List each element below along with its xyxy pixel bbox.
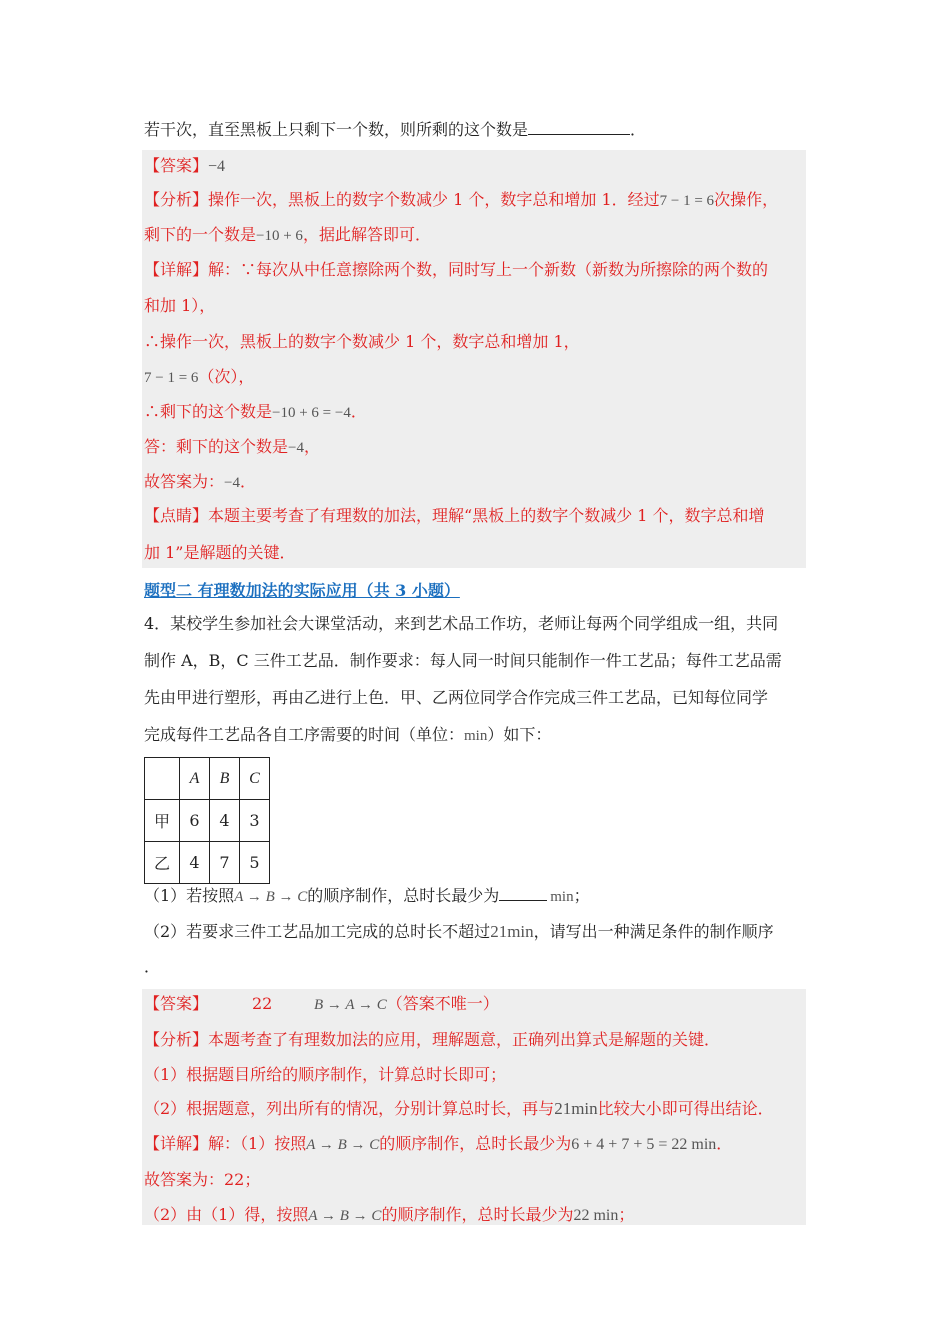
- q3-point-line-2: 加 1”是解题的关键．: [144, 543, 296, 562]
- table-header-cell: C: [240, 758, 270, 800]
- time-table: [144, 757, 270, 884]
- answer-blank: [528, 120, 630, 135]
- intro-end: ．: [630, 120, 647, 139]
- table-cell: 5: [240, 842, 270, 884]
- math-expression: A → B → C: [234, 889, 308, 905]
- table-cell: 7: [210, 842, 240, 884]
- analysis-text: 操作一次，黑板上的数字个数减少 1 个，数字总和增加 1．经过: [208, 190, 660, 209]
- detail-text: （2）由（1）得，按照: [144, 1205, 309, 1224]
- math-expression: −4: [288, 440, 304, 456]
- detail-text: （次），: [198, 367, 255, 386]
- detail-text: 答：剩下的这个数是: [144, 437, 289, 456]
- answer-label: 【答案】: [144, 994, 209, 1013]
- q3-detail-line-4: [144, 367, 254, 388]
- q4-stem-line-3: 先由甲进行塑形，再由乙进行上色．甲、乙两位同学合作完成三件工艺品，已知每位同学: [144, 688, 769, 707]
- intro-line: [144, 120, 646, 140]
- table-header-cell: A: [180, 758, 210, 800]
- q3-detail-line-6: [144, 437, 320, 458]
- analysis-text: 次操作，: [714, 190, 779, 209]
- q4-analysis-line-3: [144, 1099, 774, 1119]
- math-expression: −4: [224, 475, 240, 491]
- detail-label: 【详解】: [144, 260, 209, 279]
- sub-text: （2）若要求三件工艺品加工完成的总时长不超过: [144, 922, 491, 941]
- intro-text: 若干次，直至黑板上只剩下一个数，则所剩的这个数是: [144, 120, 529, 139]
- analysis-label: 【分析】: [144, 1030, 209, 1049]
- q4-answer: [144, 994, 499, 1014]
- q3-detail-line-5: [144, 402, 367, 423]
- math-expression: 7 − 1 = 6: [144, 370, 199, 386]
- q4-detail-line-3: [144, 1205, 634, 1226]
- q4-sub-2-end: ．: [144, 957, 161, 976]
- answer-value-2: [314, 994, 499, 1015]
- detail-text: ．: [716, 1134, 733, 1153]
- analysis-text: 比较大小即可得出结论．: [597, 1099, 774, 1118]
- table-cell: 甲: [145, 800, 180, 842]
- math-expression: 21min: [554, 1099, 598, 1118]
- q4-detail-line-2: 故答案为：22；: [144, 1170, 261, 1189]
- sub-text: 的顺序制作，总时长最少为: [307, 886, 500, 905]
- sub-text: ；: [573, 886, 590, 905]
- table-cell: 3: [240, 800, 270, 842]
- detail-text: 的顺序制作，总时长最少为: [381, 1205, 574, 1224]
- point-text: 本题主要考查了有理数的加法，理解“黑板上的数字个数减少 1 个，数字总和增: [208, 506, 765, 525]
- sub-text: （1）若按照: [144, 886, 235, 905]
- stem-text: ）如下：: [487, 725, 552, 744]
- point-label: 【点睛】: [144, 506, 209, 525]
- math-expression: B → A → C: [314, 997, 387, 1013]
- q4-analysis-line-1: [144, 1030, 720, 1050]
- detail-text: ∴剩下的这个数是: [144, 402, 273, 421]
- sub-text: ，请写出一种满足条件的制作顺序: [533, 922, 774, 941]
- detail-text: ，: [303, 437, 320, 456]
- q3-point-line-1: [144, 506, 765, 526]
- unit-min: min: [464, 728, 488, 744]
- detail-text: ．: [350, 402, 367, 421]
- detail-text: ．: [239, 472, 256, 491]
- table-row: [145, 800, 270, 842]
- q4-stem-line-4: [144, 725, 551, 746]
- q3-answer: [144, 156, 225, 177]
- analysis-text: （2）根据题意，列出所有的情况，分别计算总时长，再与: [144, 1099, 555, 1118]
- unit-min: min: [550, 889, 574, 905]
- math-expression: 6 + 4 + 7 + 5 = 22 min: [571, 1136, 717, 1153]
- detail-text: ；: [618, 1205, 635, 1224]
- q3-analysis-line-1: [144, 190, 778, 211]
- detail-text: 解：（1）按照: [208, 1134, 307, 1153]
- table-header-cell: B: [210, 758, 240, 800]
- table-header-row: [145, 758, 270, 800]
- math-expression: −10 + 6 = −4: [272, 405, 351, 421]
- table-cell: 乙: [145, 842, 180, 884]
- detail-text: 故答案为：: [144, 472, 225, 491]
- q4-sub-1: [144, 886, 590, 907]
- detail-label: 【详解】: [144, 1134, 209, 1153]
- section-heading: 题型二 有理数加法的实际应用（共 3 小题）: [144, 581, 460, 600]
- table-row: [145, 842, 270, 884]
- q3-detail-line-2: 和加 1），: [144, 296, 216, 315]
- q4-analysis-line-2: （1）根据题目所给的顺序制作，计算总时长即可；: [144, 1065, 507, 1084]
- answer-label: 【答案】: [144, 156, 209, 175]
- analysis-text: 剩下的一个数是: [144, 225, 257, 244]
- math-expression: 7 − 1 = 6: [659, 193, 715, 209]
- math-expression: A → B → C: [308, 1208, 382, 1224]
- answer-note: （答案不唯一）: [386, 994, 499, 1013]
- math-expression: A → B → C: [306, 1137, 380, 1153]
- stem-text: 完成每件工艺品各自工序需要的时间（单位：: [144, 725, 465, 744]
- q4-detail-line-1: [144, 1134, 732, 1155]
- analysis-label: 【分析】: [144, 190, 209, 209]
- table-cell: [145, 758, 180, 800]
- q3-detail-line-7: [144, 472, 256, 493]
- q4-stem-line-1: 4．某校学生参加社会大课堂活动，来到艺术品工作坊，老师让每两个同学组成一组，共同: [144, 614, 779, 633]
- table-cell: 4: [180, 842, 210, 884]
- q3-analysis-line-2: [144, 225, 431, 246]
- math-expression: 22 min: [573, 1207, 619, 1224]
- analysis-text: 本题考查了有理数加法的应用，理解题意，正确列出算式是解题的关键．: [208, 1030, 721, 1049]
- q4-sub-2: [144, 922, 774, 942]
- math-expression: 21min: [490, 922, 534, 941]
- detail-text: 解：∵每次从中任意擦除两个数，同时写上一个新数（新数为所擦除的两个数的: [208, 260, 769, 279]
- math-expression: −10 + 6: [256, 228, 303, 244]
- q4-stem-line-2: 制作 A，B，C 三件工艺品．制作要求：每人同一时间只能制作一件工艺品；每件工艺品需: [144, 651, 782, 670]
- analysis-text: ，据此解答即可．: [302, 225, 431, 244]
- answer-value-1: 22: [252, 994, 273, 1013]
- table-cell: 4: [210, 800, 240, 842]
- answer-blank: [499, 886, 547, 901]
- detail-text: 的顺序制作，总时长最少为: [379, 1134, 572, 1153]
- table-cell: 6: [180, 800, 210, 842]
- q3-detail-line-1: [144, 260, 768, 280]
- answer-value: −4: [208, 158, 226, 175]
- q3-detail-line-3: ∴操作一次，黑板上的数字个数减少 1 个，数字总和增加 1，: [144, 332, 580, 351]
